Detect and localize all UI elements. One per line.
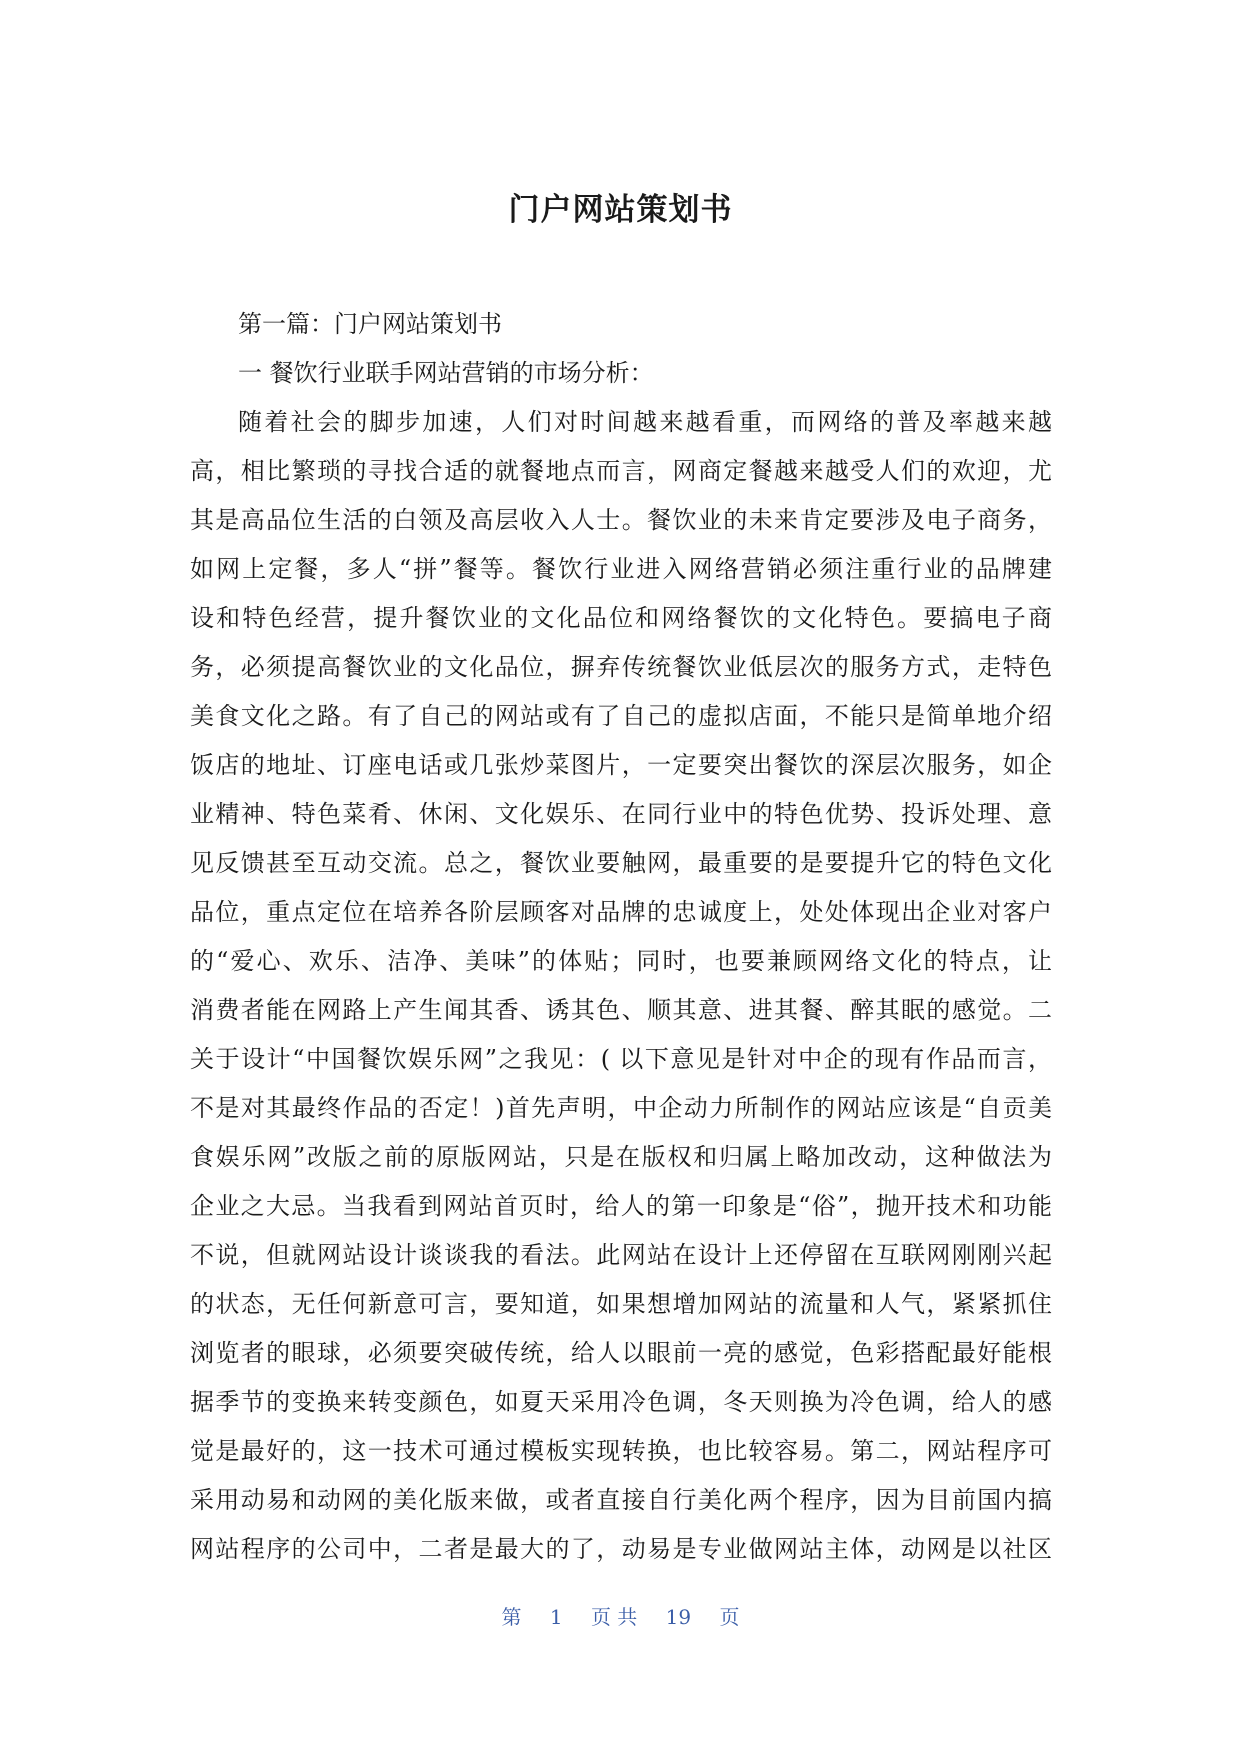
document-title: 门户网站策划书 xyxy=(508,192,733,228)
text-line: 业精神、特色菜肴、休闲、文化娱乐、在同行业中的特色优势、投诉处理、意 xyxy=(190,800,1052,828)
text-line: 其是高品位生活的白领及高层收入人士。餐饮业的未来肯定要涉及电子商务， xyxy=(190,506,1052,534)
current-page-number: 1 xyxy=(549,1605,563,1629)
text-line: 务，必须提高餐饮业的文化品位，摒弃传统餐饮业低层次的服务方式，走特色 xyxy=(190,653,1052,681)
text-line: 随着社会的脚步加速，人们对时间越来越看重，而网络的普及率越来越 xyxy=(238,408,1052,436)
footer-mid: 页 共 xyxy=(590,1605,638,1629)
text-line: 采用动易和动网的美化版来做，或者直接自行美化两个程序，因为目前国内搞 xyxy=(190,1486,1052,1514)
text-line: 一 餐饮行业联手网站营销的市场分析： xyxy=(238,359,654,387)
text-line: 浏览者的眼球，必须要突破传统，给人以眼前一亮的感觉，色彩搭配最好能根 xyxy=(190,1339,1052,1367)
text-line: 品位，重点定位在培养各阶层顾客对品牌的忠诚度上，处处体现出企业对客户 xyxy=(190,898,1052,926)
text-line: 如网上定餐，多人“拼”餐等。餐饮行业进入网络营销必须注重行业的品牌建 xyxy=(190,555,1052,583)
text-line: 企业之大忌。当我看到网站首页时，给人的第一印象是“俗”，抛开技术和功能 xyxy=(190,1192,1052,1220)
text-line: 的状态，无任何新意可言，要知道，如果想增加网站的流量和人气，紧紧抓住 xyxy=(190,1290,1052,1318)
text-line: 第一篇：门户网站策划书 xyxy=(238,310,502,338)
text-line: 美食文化之路。有了自己的网站或有了自己的虚拟店面，不能只是简单地介绍 xyxy=(190,702,1052,730)
text-line: 食娱乐网”改版之前的原版网站，只是在版权和归属上略加改动，这种做法为 xyxy=(190,1143,1052,1171)
text-line: 见反馈甚至互动交流。总之，餐饮业要触网，最重要的是要提升它的特色文化 xyxy=(190,849,1052,877)
text-line: 不说，但就网站设计谈谈我的看法。此网站在设计上还停留在互联网刚刚兴起 xyxy=(190,1241,1052,1269)
text-line: 设和特色经营，提升餐饮业的文化品位和网络餐饮的文化特色。要搞电子商 xyxy=(190,604,1052,632)
total-page-count: 19 xyxy=(665,1605,692,1629)
footer-prefix: 第 xyxy=(501,1605,522,1629)
text-line: 网站程序的公司中，二者是最大的了，动易是专业做网站主体，动网是以社区 xyxy=(190,1535,1052,1563)
text-line: 关于设计“中国餐饮娱乐网”之我见：( 以下意见是针对中企的现有作品而言， xyxy=(190,1045,1052,1073)
text-line: 消费者能在网路上产生闻其香、诱其色、顺其意、进其餐、醉其眠的感觉。二 xyxy=(190,996,1052,1024)
page-footer xyxy=(0,1603,1241,1631)
footer-suffix: 页 xyxy=(719,1605,740,1629)
document-body xyxy=(190,300,1052,1574)
text-line: 高，相比繁琐的寻找合适的就餐地点而言，网商定餐越来越受人们的欢迎，尤 xyxy=(190,457,1052,485)
text-line: 觉是最好的，这一技术可通过模板实现转换，也比较容易。第二，网站程序可 xyxy=(190,1437,1052,1465)
text-line: 据季节的变换来转变颜色，如夏天采用冷色调，冬天则换为冷色调，给人的感 xyxy=(190,1388,1052,1416)
text-line: 的“爱心、欢乐、洁净、美味”的体贴；同时，也要兼顾网络文化的特点，让 xyxy=(190,947,1052,975)
text-line: 饭店的地址、订座电话或几张炒菜图片，一定要突出餐饮的深层次服务，如企 xyxy=(190,751,1052,779)
text-line: 不是对其最终作品的否定！)首先声明，中企动力所制作的网站应该是“自贡美 xyxy=(190,1094,1052,1122)
